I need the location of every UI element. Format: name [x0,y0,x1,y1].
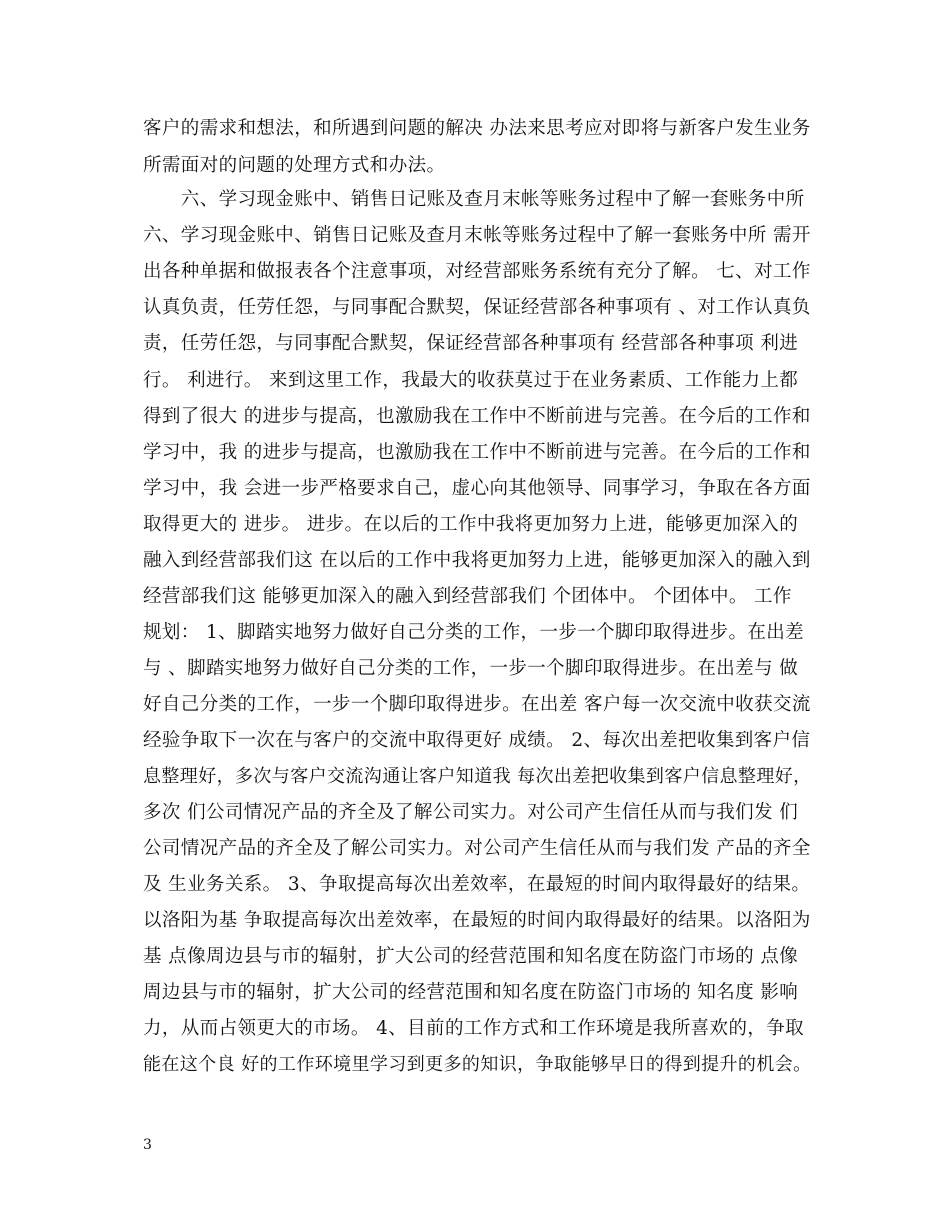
text-line: 认真负责，任劳任怨，与同事配合默契，保证经营部各种事项有 、对工作认真负 [143,297,811,318]
text-line: 及 生业务关系。 3、争取提高每次出差效率，在最短的时间内取得最好的结果。 [143,874,811,895]
text-line: 公司情况产品的齐全及了解公司实力。对公司产生信任从而与我们发 产品的齐全 [143,838,811,859]
text-line: 规划： 1、脚踏实地努力做好自己分类的工作，一步一个脚印取得进步。在出差 [143,622,805,643]
text-line: 责，任劳任怨，与同事配合默契，保证经营部各种事项有 经营部各种事项 利进 [143,333,799,354]
text-line: 六、学习现金账中、销售日记账及查月末帐等账务过程中了解一套账务中所 [143,189,805,210]
text-line: 与 、脚踏实地努力做好自己分类的工作，一步一个脚印取得进步。在出差与 做 [143,658,799,679]
text-line: 出各种单据和做报表各个注意事项，对经营部账务系统有充分了解。 七、对工作 [143,261,811,282]
text-line: 经营部我们这 能够更加深入的融入到经营部我们 个团体中。 个团体中。 工作 [143,586,792,607]
page-number: 3 [143,1137,152,1153]
text-line: 以洛阳为基 争取提高每次出差效率，在最短的时间内取得最好的结果。以洛阳为 [143,910,811,931]
text-line: 行。 利进行。 来到这里工作，我最大的收获莫过于在业务素质、工作能力上都 [143,370,799,391]
text-line: 所需面对的问题的处理方式和办法。 [143,155,446,176]
text-line: 融入到经营部我们这 在以后的工作中我将更加努力上进，能够更加深入的融入到 [143,550,811,571]
text-line: 经验争取下一次在与客户的交流中取得更好 成绩。 2、每次出差把收集到客户信 [143,730,811,751]
text-line: 得到了很大 的进步与提高，也激励我在工作中不断前进与完善。在今后的工作和 [143,406,811,427]
text-line: 取得更大的 进步。 进步。在以后的工作中我将更加努力上进，能够更加深入的 [143,514,799,535]
text-line: 基 点像周边县与市的辐射，扩大公司的经营范围和知名度在防盗门市场的 点像 [143,946,799,967]
text-line: 能在这个良 好的工作环境里学习到更多的知识，争取能够早日的得到提升的机会。 [143,1054,812,1075]
text-line: 息整理好，多次与客户交流沟通让客户知道我 每次出差把收集到客户信息整理好， [143,766,812,787]
text-line: 学习中，我 的进步与提高，也激励我在工作中不断前进与完善。在今后的工作和 [143,442,811,463]
text-line: 好自己分类的工作，一步一个脚印取得进步。在出差 客户每一次交流中收获交流 [143,694,811,715]
text-line: 学习中，我 会进一步严格要求自己，虚心向其他领导、同事学习，争取在各方面 [143,478,811,499]
text-line: 周边县与市的辐射，扩大公司的经营范围和知名度在防盗门市场的 知名度 影响 [143,982,799,1003]
text-line: 力，从而占领更大的市场。 4、目前的工作方式和工作环境是我所喜欢的，争取 [143,1018,805,1039]
text-line: 客户的需求和想法，和所遇到问题的解决 办法来思考应对即将与新客户发生业务 [143,118,811,139]
text-line: 六、学习现金账中、销售日记账及查月末帐等账务过程中了解一套账务中所 需开 [143,225,811,246]
text-line: 多次 们公司情况产品的齐全及了解公司实力。对公司产生信任从而与我们发 们 [143,802,799,823]
